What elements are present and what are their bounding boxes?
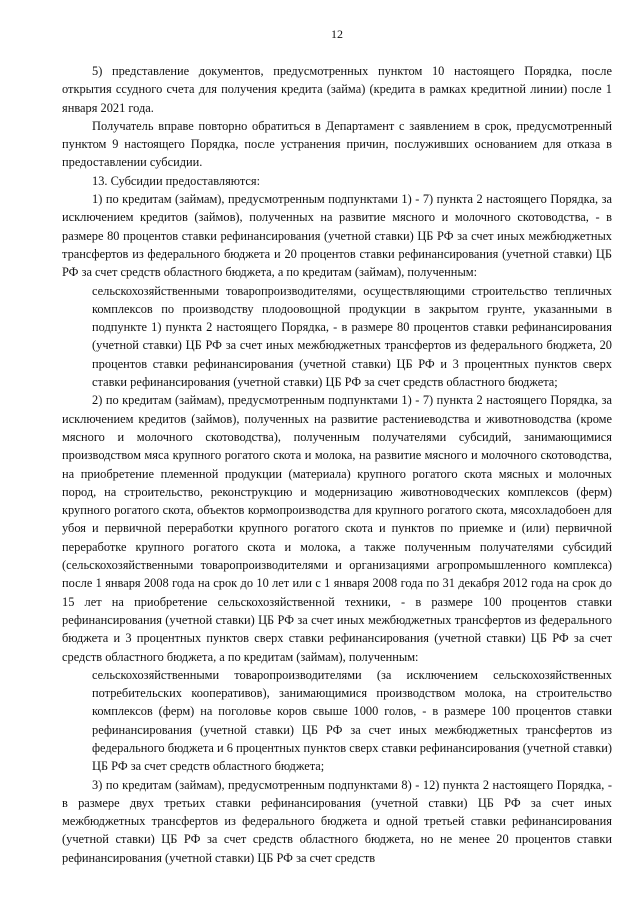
document-body: [62, 62, 612, 867]
paragraph-dairy: сельскохозяйственными товаропроизводителями (за исключением сельскохозяйственных потребительских кооперативов), занимающимися производством молока, на строительство комплексов (ферм) на поголовье коров свыше 1000 голов, - в размере 100 процентов ставки рефинансирования (учетной ставки) ЦБ РФ за счет иных межбюджетных трансфертов из федерального бюджета и 6 процентных пунктов сверх ставки рефинансирования (учетной ставки) ЦБ РФ за счет средств областного бюджета;: [92, 667, 612, 774]
paragraph-subsidy-1: 1) по кредитам (займам), предусмотренным подпунктами 1) - 7) пункта 2 настоящего Порядка, за исключением кредитов (займов), полученных на развитие мясного и молочного скотоводства, - в размере 80 процентов ставки рефинансирования (учетной ставки) ЦБ РФ за счет иных межбюджетных трансфертов из федерального бюджета и 20 процентов ставки рефинансирования (учетной ставки) ЦБ РФ за счет средств областного бюджета, а по кредитам (займам), полученным:: [62, 192, 612, 280]
page-number: 12: [331, 27, 343, 41]
paragraph-subsidy-3: 3) по кредитам (займам), предусмотренным подпунктами 8) - 12) пункта 2 настоящего Порядка, - в размере двух третьих ставки рефинансирования (учетной ставки) ЦБ РФ за счет иных межбюджетных трансфертов из федерального бюджета и одной третьей ставки рефинансирования (учетной ставки) ЦБ РФ за счет средств областного бюджета, но не менее 20 процентов ставки рефинансирования (учетной ставки) ЦБ РФ за счет средств: [62, 777, 612, 865]
paragraph-greenhouse: сельскохозяйственными товаропроизводителями, осуществляющими строительство тепличных комплексов по производству плодоовощной продукции в закрытом грунте, указанными в подпункте 1) пункта 2 настоящего Порядка, - в размере 80 процентов ставки рефинансирования (учетной ставки) ЦБ РФ за счет иных межбюджетных трансфертов из федерального бюджета, 20 процентов ставки рефинансирования (учетной ставки) ЦБ РФ и 3 процентных пунктов сверх ставки рефинансирования (учетной ставки) ЦБ РФ за счет средств областного бюджета;: [92, 283, 612, 390]
paragraph-item-5: 5) представление документов, предусмотренных пунктом 10 настоящего Порядка, после открытия ссудного счета для получения кредита (займа) (кредита в рамках кредитной линии) после 1 января 2021 года.: [62, 64, 612, 115]
paragraph-section-13: 13. Субсидии предоставляются:: [92, 173, 261, 188]
paragraph-subsidy-2: 2) по кредитам (займам), предусмотренным подпунктами 1) - 7) пункта 2 настоящего Порядка, за исключением кредитов (займов), полученных на развитие растениеводства и животноводства (кроме мясного и молочного скотоводства), полученным получателями субсидий, занимающимися производством мяса крупного рогатого скота и молока, на развитие мясного и молочного скотоводства, на приобретение племенной продукции (материала) крупного рогатого скота мясных и молочных пород, на строительство, реконструкцию и модернизацию животноводческих комплексов (ферм) крупного рогатого скота, объектов кормопроизводства для крупного рогатого скота, мясохладобоен для убоя и первичной переработки крупного рогатого скота и пунктов по приемке и (или) первичной переработке крупного рогатого скота и молока, а также полученным получателями субсидий (сельскохозяйственными товаропроизводителями и организациями агропромышленного комплекса) после 1 января 2008 года на срок до 10 лет или с 1 января 2008 года по 31 декабря 2012 года на срок до 15 лет на приобретение сельскохозяйственной техники, - в размере 100 процентов ставки рефинансирования (учетной ставки) ЦБ РФ за счет иных межбюджетных трансфертов из федерального бюджета и 3 процентных пунктов сверх ставки рефинансирования (учетной ставки) ЦБ РФ за счет средств областного бюджета, а по кредитам (займам), полученным:: [62, 393, 612, 664]
paragraph-reapply: Получатель вправе повторно обратиться в Департамент с заявлением в срок, предусмотренный пунктом 9 настоящего Порядка, после устранения причин, послуживших основанием для отказа в предоставлении субсидии.: [62, 118, 612, 170]
